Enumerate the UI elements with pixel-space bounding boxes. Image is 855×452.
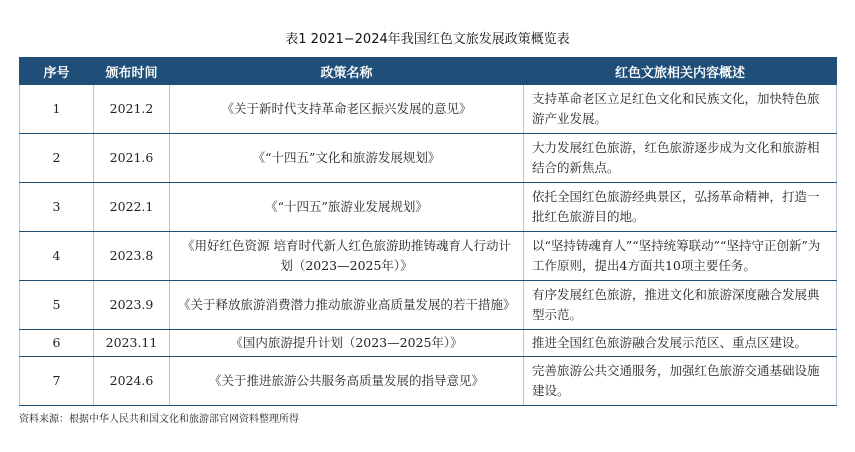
header-policy-name: 政策名称 <box>170 58 524 85</box>
row-summary: 依托全国红色旅游经典景区，弘扬革命精神，打造一批红色旅游目的地。 <box>524 183 837 232</box>
table-row <box>20 232 837 281</box>
header-no: 序号 <box>20 58 94 85</box>
row-date: 2022.1 <box>94 183 170 232</box>
row-no: 1 <box>20 85 94 134</box>
row-no: 4 <box>20 232 94 281</box>
row-no: 7 <box>20 357 94 406</box>
row-no: 2 <box>20 134 94 183</box>
table-caption: 表1 2021−2024年我国红色文旅发展政策概览表 <box>285 32 570 47</box>
table-row <box>20 85 837 134</box>
row-summary: 大力发展红色旅游，红色旅游逐步成为文化和旅游相结合的新焦点。 <box>524 134 837 183</box>
row-summary: 以“坚持铸魂育人”“坚持统筹联动”“坚持守正创新”为工作原则，提出4方面共10项主要任务。 <box>524 232 837 281</box>
table-row <box>20 281 837 330</box>
row-date: 2023.8 <box>94 232 170 281</box>
row-policy-name: 《“十四五”文化和旅游发展规划》 <box>170 134 524 183</box>
table-row <box>20 357 837 406</box>
row-summary: 有序发展红色旅游，推进文化和旅游深度融合发展典型示范。 <box>524 281 837 330</box>
row-date: 2021.6 <box>94 134 170 183</box>
header-summary: 红色文旅相关内容概述 <box>524 58 837 85</box>
row-no: 3 <box>20 183 94 232</box>
row-date: 2021.2 <box>94 85 170 134</box>
row-summary: 完善旅游公共交通服务，加强红色旅游交通基础设施建设。 <box>524 357 837 406</box>
table-row <box>20 183 837 232</box>
row-date: 2023.9 <box>94 281 170 330</box>
row-summary: 推进全国红色旅游融合发展示范区、重点区建设。 <box>524 330 837 357</box>
table-row <box>20 134 837 183</box>
row-policy-name: 《用好红色资源 培育时代新人红色旅游助推铸魂育人行动计划（2023—2025年）》 <box>170 232 524 281</box>
row-no: 6 <box>20 330 94 357</box>
table-header-row <box>20 58 837 85</box>
row-date: 2023.11 <box>94 330 170 357</box>
header-date: 颁布时间 <box>94 58 170 85</box>
row-policy-name: 《关于推进旅游公共服务高质量发展的指导意见》 <box>170 357 524 406</box>
table-row <box>20 330 837 357</box>
row-summary: 支持革命老区立足红色文化和民族文化，加快特色旅游产业发展。 <box>524 85 837 134</box>
row-policy-name: 《关于释放旅游消费潜力推动旅游业高质量发展的若干措施》 <box>170 281 524 330</box>
row-policy-name: 《国内旅游提升计划（2023—2025年）》 <box>170 330 524 357</box>
row-no: 5 <box>20 281 94 330</box>
policy-table <box>19 57 837 406</box>
row-date: 2024.6 <box>94 357 170 406</box>
row-policy-name: 《关于新时代支持革命老区振兴发展的意见》 <box>170 85 524 134</box>
row-policy-name: 《“十四五”旅游业发展规划》 <box>170 183 524 232</box>
source-note: 资料来源：根据中华人民共和国文化和旅游部官网资料整理所得 <box>19 414 299 425</box>
